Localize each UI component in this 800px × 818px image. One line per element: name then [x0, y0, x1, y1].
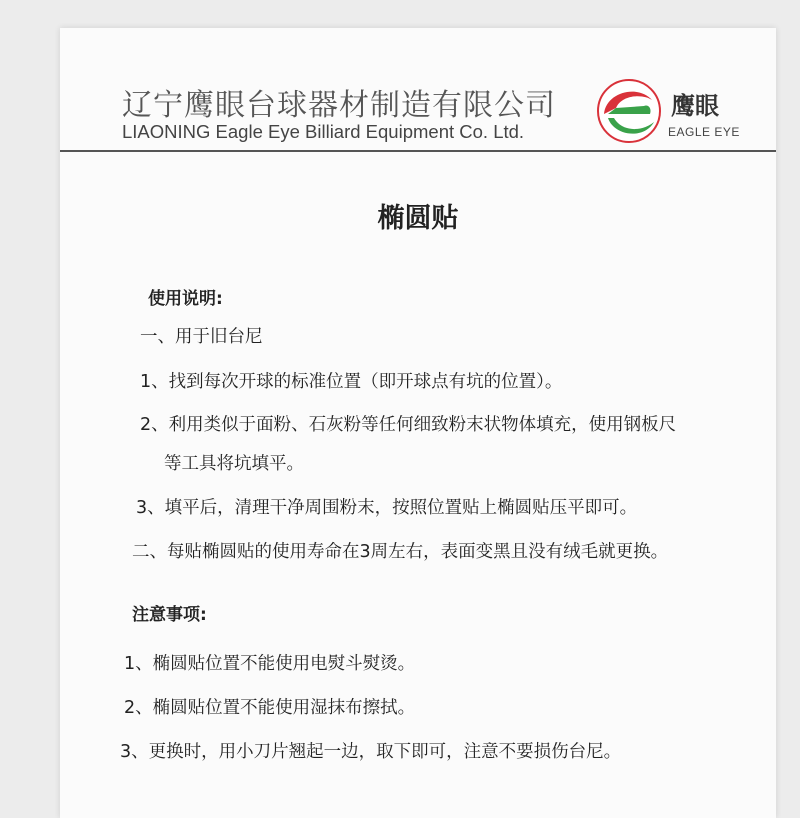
instructions-heading: 使用说明: — [148, 289, 223, 309]
note-line: 2、椭圆贴位置不能使用湿抹布擦拭。 — [124, 698, 416, 718]
instruction-line: 3、填平后，清理干净周围粉末，按照位置贴上椭圆贴压平即可。 — [136, 498, 638, 518]
brand-name-en: EAGLE EYE — [668, 125, 740, 139]
company-name-cn: 辽宁鹰眼台球器材制造有限公司 — [122, 88, 556, 123]
notes-heading: 注意事项: — [132, 605, 207, 625]
instruction-line: 等工具将坑填平。 — [164, 454, 304, 474]
document-sheet — [60, 28, 776, 818]
header-divider — [60, 150, 776, 152]
instruction-line: 一、用于旧台尼 — [140, 327, 263, 347]
instruction-line: 二、每贴椭圆贴的使用寿命在3周左右，表面变黑且没有绒毛就更换。 — [132, 542, 669, 562]
note-line: 3、更换时，用小刀片翘起一边，取下即可，注意不要损伤台尼。 — [120, 742, 622, 762]
instruction-line: 1、找到每次开球的标准位置（即开球点有坑的位置）。 — [140, 372, 563, 392]
document-title: 椭圆贴 — [377, 203, 459, 234]
note-line: 1、椭圆贴位置不能使用电熨斗熨烫。 — [124, 654, 416, 674]
company-name-en: LIAONING Eagle Eye Billiard Equipment Co. Ltd. — [122, 121, 525, 142]
instruction-line: 2、利用类似于面粉、石灰粉等任何细致粉末状物体填充，使用钢板尺 — [140, 415, 677, 435]
brand-name-cn: 鹰眼 — [671, 92, 719, 120]
eagle-eye-logo-icon — [596, 78, 662, 144]
